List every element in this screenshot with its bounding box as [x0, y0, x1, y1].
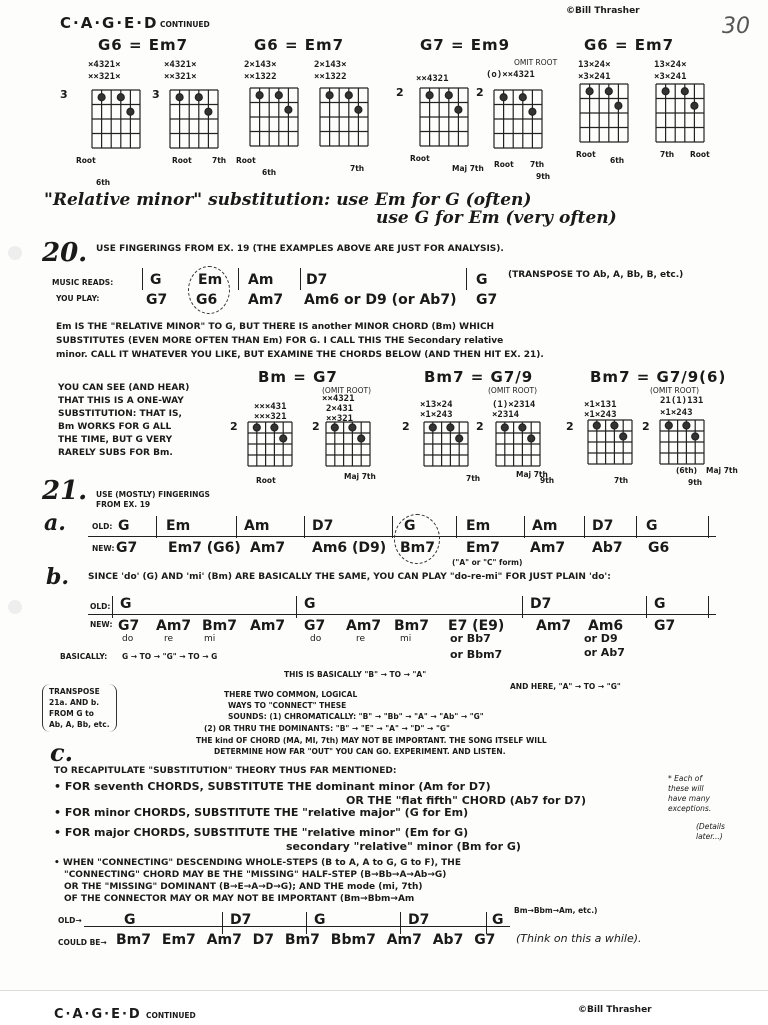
fingering: ×1×243 [420, 410, 453, 420]
barline [400, 912, 401, 934]
new-label: NEW: [90, 620, 113, 629]
footer-continued: CONTINUED [146, 1011, 196, 1020]
omit-root-note: (OMIT ROOT) [650, 386, 700, 395]
bm-chord-diagrams [0, 0, 768, 500]
finger-dot [692, 433, 699, 440]
finger-dot [331, 424, 338, 431]
finger-dot [665, 422, 672, 429]
chord-diagram [588, 420, 632, 464]
b-old-chord: G [654, 596, 666, 612]
interval-label: 7th [350, 164, 365, 173]
solfege: re [356, 634, 366, 644]
b-new-chord: Am6 [588, 618, 624, 634]
fingering: 13×24× [654, 60, 687, 70]
ex20-para-line1: Em IS THE "RELATIVE MINOR" TO G, BUT THERE IS another MINOR CHORD (Bm) WHICH [56, 322, 495, 332]
interval-label: Root [236, 156, 256, 165]
aside-note [668, 774, 711, 814]
chord-pair-3: G7 = Em9 [420, 36, 511, 54]
recap-text: OR THE "flat fifth" CHORD (Ab7 for D7) [346, 794, 587, 807]
b-new-chord: Bm7 [202, 618, 237, 634]
a-new-chord: Am7 [530, 540, 566, 556]
connect-line: (2) OR THRU THE DOMINANTS: "B" → "E" → "A" → "D" → "G" [204, 724, 450, 733]
interval-label: Root [256, 476, 276, 485]
old-label: OLD: [90, 602, 111, 611]
connect-line: AND HERE, "A" → TO → "G" [510, 682, 621, 691]
finger-dot [593, 422, 600, 429]
continued-label: CONTINUED [160, 20, 210, 29]
interval-label: Root [76, 156, 96, 165]
fingering: 21(1)131 [660, 396, 704, 406]
a-new-chord: Am7 [250, 540, 286, 556]
a-old-chord: G [118, 518, 130, 534]
solfege: mi [204, 634, 216, 644]
barline [522, 596, 523, 618]
details-line: later...) [696, 832, 723, 841]
fingering: ××321 [326, 414, 354, 424]
fret-marker: 2 [476, 420, 484, 433]
fingering: ×4321× [164, 60, 197, 70]
think-note: (Think on this a while). [516, 932, 642, 945]
old-label: OLD→ [58, 916, 82, 925]
finger-dot [519, 424, 526, 431]
play-chord: Am6 or D9 (or Ab7) [304, 292, 457, 308]
fret-marker: 2 [642, 420, 650, 433]
solfege: mi [400, 634, 412, 644]
fingering: ×××321 [254, 412, 287, 422]
could-be-label: COULD BE→ [58, 938, 107, 947]
highlight-circle [394, 514, 440, 564]
a-form-note: ("A" or "C" form) [452, 558, 523, 567]
chord-diagram [248, 422, 292, 466]
fingering: ×××431 [254, 402, 287, 412]
reads-chord: G [476, 272, 488, 288]
b-new-chord: Am7 [250, 618, 286, 634]
fingering: ×1×131 [584, 400, 617, 410]
staff-line [88, 614, 716, 615]
details-note [696, 822, 725, 842]
exercise-21-number: 21. [42, 476, 88, 506]
side-note-line: RARELY SUBS FOR Bm. [58, 448, 173, 458]
you-play-label: YOU PLAY: [56, 294, 100, 303]
next-page-strip [0, 990, 768, 1025]
old-label: OLD: [92, 522, 113, 531]
recap-bullet: • FOR seventh CHORDS, SUBSTITUTE THE dominant minor (Am for D7) [54, 780, 491, 793]
c-old-chord: D7 [408, 912, 430, 928]
reads-chord: Am [248, 272, 274, 288]
connect-line: SOUNDS: (1) CHROMATICALLY: "B" → "Bb" → "A" → "Ab" → "G" [228, 712, 484, 721]
ex20-para-line2: SUBSTITUTES (EVEN MORE OFTEN THAN Em) FOR G. I CALL THIS THE Secondary relative [56, 336, 504, 346]
b-new-chord: Am7 [536, 618, 572, 634]
barline [112, 596, 113, 618]
a-old-chord: Em [466, 518, 491, 534]
interval-label: 9th [536, 172, 551, 181]
chord-diagram [326, 422, 370, 466]
aside-line: these will [668, 784, 704, 793]
omit-root-note: (OMIT ROOT) [322, 386, 372, 395]
play-chord: G7 [146, 292, 168, 308]
punch-hole [8, 600, 22, 614]
interval-label: 7th [212, 156, 227, 165]
part-b-intro: SINCE 'do' (G) AND 'mi' (Bm) ARE BASICALLY THE SAME, YOU CAN PLAY "do-re-mi" FOR JUST PLAIN 'do': [88, 572, 611, 582]
interval-label: Root [690, 150, 710, 159]
interval-label: 7th [614, 476, 629, 485]
recap-text: Bm→Bbm→Am, etc.) [514, 906, 598, 915]
fret-marker: 2 [230, 420, 238, 433]
barline [296, 596, 297, 618]
side-note-line: THAT THIS IS A ONE-WAY [58, 396, 184, 406]
ex20-para-line3: minor. CALL IT WHATEVER YOU LIKE, BUT EXAMINE THE CHORDS BELOW (AND THEN HIT EX. 21). [56, 350, 544, 360]
barline [646, 596, 647, 618]
copyright: ©Bill Thrasher [566, 6, 640, 16]
interval-label: Root [576, 150, 596, 159]
recap-text: FOR seventh CHORDS, SUBSTITUTE THE dominant minor (Am for D7) [64, 780, 491, 793]
fingering: ××4321 [322, 394, 355, 404]
fret-marker: 2 [312, 420, 320, 433]
a-old-chord: Am [244, 518, 270, 534]
fingering: ××4321 [416, 74, 449, 84]
details-line: (Details [696, 822, 725, 831]
fingering: ××321× [164, 72, 197, 82]
fingering: ×3×241 [654, 72, 687, 82]
transpose-box [42, 684, 117, 732]
interval-label: 6th [610, 156, 625, 165]
solfege: re [164, 634, 174, 644]
a-old-chord: Am [532, 518, 558, 534]
finger-dot [620, 433, 627, 440]
recap-bullet: • WHEN "CONNECTING" DESCENDING WHOLE-STEPS (B to A, A to G, G to F), THE [54, 858, 461, 868]
fingering: ××1322 [314, 72, 347, 82]
alt-chord: or D9 [584, 632, 618, 645]
a-new-chord: Bm7 [400, 540, 435, 556]
a-old-chord: D7 [312, 518, 334, 534]
barline [156, 516, 157, 538]
fret-marker: 2 [396, 86, 404, 99]
side-note-line: Bm WORKS FOR G ALL [58, 422, 172, 432]
exercise-21-intro: FROM EX. 19 [96, 500, 151, 509]
fingering: ×2314 [492, 410, 520, 420]
transpose-line: 21a. AND b. [49, 698, 100, 707]
side-note-line: SUBSTITUTION: THAT IS, [58, 409, 182, 419]
basically-text: G → TO → "G" → TO → G [122, 652, 218, 661]
connect-line: THIS IS BASICALLY "B" → TO → "A" [284, 670, 427, 679]
b-new-chord: Am7 [346, 618, 382, 634]
recap-bullet: • FOR minor CHORDS, SUBSTITUTE THE "relative major" (G for Em) [54, 806, 469, 819]
recap-text: "CONNECTING" CHORD MAY BE THE "MISSING" HALF-STEP (B→Bb→A→Ab→G) [64, 870, 447, 880]
a-new-chord: Em7 (G6) [168, 540, 241, 556]
reads-chord: D7 [306, 272, 328, 288]
barline [456, 516, 457, 538]
b-new-chord: E7 (E9) [448, 618, 505, 634]
solfege: do [310, 634, 322, 644]
finger-dot [611, 422, 618, 429]
fingering: 13×24× [578, 60, 611, 70]
play-chord: G7 [476, 292, 498, 308]
recap-text: OR THE "MISSING" DOMINANT (B→E→A→D→G); AND THE mode (mi, 7th) [64, 882, 423, 892]
interval-label: 9th [688, 478, 703, 487]
fingering: ××321× [88, 72, 121, 82]
could-be-chords: Bm7 Em7 Am7 D7 Bm7 Bbm7 Am7 Ab7 G7 [116, 932, 496, 948]
fingering: ×1×243 [660, 408, 693, 418]
connect-line: DETERMINE HOW FAR "OUT" YOU CAN GO. EXPERIMENT. AND LISTEN. [214, 747, 506, 756]
a-new-chord: G6 [648, 540, 670, 556]
finger-dot [528, 435, 535, 442]
a-old-chord: Em [166, 518, 191, 534]
recap-text: FOR minor CHORDS, SUBSTITUTE THE "relative major" (G for Em) [64, 806, 469, 819]
barline [708, 596, 709, 618]
solfege: do [122, 634, 134, 644]
b-new-chord: G7 [304, 618, 326, 634]
bm-pair-1: Bm = G7 [258, 368, 338, 386]
recap-text: FOR major CHORDS, SUBSTITUTE THE "relative minor" (Em for G) [64, 826, 469, 839]
b-old-chord: G [120, 596, 132, 612]
transpose-line: Ab, A, Bb, etc. [49, 720, 110, 729]
chord-diagram [496, 422, 540, 466]
finger-dot [456, 435, 463, 442]
interval-label: 7th [530, 160, 545, 169]
aside-line: * Each of [668, 774, 702, 783]
omit-root-note: OMIT ROOT [514, 58, 558, 67]
interval-label: 7th [466, 474, 481, 483]
interval-label: Maj 7th [516, 470, 548, 479]
interval-label: 6th [262, 168, 277, 177]
finger-dot [271, 424, 278, 431]
a-new-chord: G7 [116, 540, 138, 556]
b-new-chord: G7 [118, 618, 140, 634]
reads-chord: Em [198, 272, 223, 288]
alt-chord: or Ab7 [584, 646, 625, 659]
aside-line: have many [668, 794, 710, 803]
a-new-chord: Em7 [466, 540, 500, 556]
part-a-label: a. [44, 510, 66, 536]
fret-marker: 3 [60, 88, 68, 101]
footer-title: C·A·G·E·D [54, 1007, 142, 1022]
recap-bullet: • FOR major CHORDS, SUBSTITUTE THE "relative minor" (Em for G) [54, 826, 469, 839]
fingering: ×3×241 [578, 72, 611, 82]
section-c-intro: TO RECAPITULATE "SUBSTITUTION" THEORY THUS FAR MENTIONED: [54, 766, 397, 776]
c-old-chord: G [314, 912, 326, 928]
finger-dot [429, 424, 436, 431]
fingering: 2×143× [244, 60, 277, 70]
connect-line: THE kind OF CHORD (MA, MI, 7th) MAY NOT BE IMPORTANT. THE SONG ITSELF WILL [196, 736, 547, 745]
side-note-line: YOU CAN SEE (AND HEAR) [58, 383, 190, 393]
barline [486, 912, 487, 934]
footer-copyright: ©Bill Thrasher [578, 1005, 652, 1015]
chord-pair-2: G6 = Em7 [254, 36, 345, 54]
omit-root-note: (OMIT ROOT) [488, 386, 538, 395]
a-old-chord: G [404, 518, 416, 534]
fingering: (1)×2314 [492, 400, 536, 410]
basically-label: BASICALLY: [60, 652, 108, 661]
finger-dot [280, 435, 287, 442]
bm-pair-2: Bm7 = G7/9 [424, 368, 534, 386]
b-old-chord: D7 [530, 596, 552, 612]
c-old-chord: G [124, 912, 136, 928]
chord-diagram [660, 420, 704, 464]
exercise-21-intro: USE (MOSTLY) FINGERINGS [96, 490, 210, 499]
a-old-chord: G [646, 518, 658, 534]
b-new-chord: Bm7 [394, 618, 429, 634]
part-b-label: b. [46, 564, 70, 590]
play-chord: Am7 [248, 292, 284, 308]
relative-minor-line2: use G for Em (very often) [376, 208, 617, 228]
barline [392, 516, 393, 538]
barline [304, 516, 305, 538]
finger-dot [447, 424, 454, 431]
a-old-chord: D7 [592, 518, 614, 534]
b-new-chord: G7 [654, 618, 676, 634]
transpose-line: TRANSPOSE [49, 687, 100, 696]
staff-line [84, 926, 510, 927]
interval-label: Maj 7th [344, 472, 376, 481]
fret-marker: 2 [566, 420, 574, 433]
page-number: 30 [722, 14, 750, 39]
finger-dot [358, 435, 365, 442]
exercise-20-number: 20. [42, 238, 88, 268]
new-label: NEW: [92, 544, 115, 553]
recap-text: WHEN "CONNECTING" DESCENDING WHOLE-STEPS (B to A, A to G, G to F), THE [62, 858, 461, 868]
aside-line: exceptions. [668, 804, 712, 813]
fret-marker: 2 [402, 420, 410, 433]
transpose-note: (TRANSPOSE TO Ab, A, Bb, B, etc.) [508, 270, 684, 280]
finger-dot [683, 422, 690, 429]
fret-marker: 2 [476, 86, 484, 99]
fret-marker: 3 [152, 88, 160, 101]
c-old-chord: G [492, 912, 504, 928]
connect-line: THERE TWO COMMON, LOGICAL [224, 690, 358, 699]
chord-diagram [424, 422, 468, 466]
interval-label: Root [494, 160, 514, 169]
punch-hole [8, 246, 22, 260]
interval-label: 6th [96, 178, 111, 187]
barline [636, 516, 637, 538]
interval-label: (6th) [676, 466, 697, 475]
b-new-chord: Am7 [156, 618, 192, 634]
a-new-chord: Ab7 [592, 540, 623, 556]
interval-label: Root [172, 156, 192, 165]
barline [222, 912, 223, 934]
fingering: ××1322 [244, 72, 277, 82]
sheet-title: C·A·G·E·D [60, 14, 159, 32]
interval-label: Maj 7th [452, 164, 484, 173]
interval-label: Root [410, 154, 430, 163]
c-old-chord: D7 [230, 912, 252, 928]
finger-dot [501, 424, 508, 431]
fingering: 2×143× [314, 60, 347, 70]
bm-pair-3: Bm7 = G7/9(6) [590, 368, 727, 386]
barline [584, 516, 585, 538]
section-c-label: c. [50, 738, 73, 767]
chord-pair-4: G6 = Em7 [584, 36, 675, 54]
chord-pair-1: G6 = Em7 [98, 36, 189, 54]
interval-label: Maj 7th [706, 466, 738, 475]
alt-chord: or Bb7 [450, 632, 491, 645]
exercise-20-intro: USE FINGERINGS FROM EX. 19 (THE EXAMPLES ABOVE ARE JUST FOR ANALYSIS). [96, 244, 504, 254]
play-chord: G6 [196, 292, 218, 308]
relative-minor-line1: "Relative minor" substitution: use Em for G (often) [44, 190, 532, 210]
recap-text: secondary "relative" minor (Bm for G) [286, 840, 521, 853]
alt-chord: or Bbm7 [450, 648, 503, 661]
interval-label: 7th [660, 150, 675, 159]
barline [306, 912, 307, 934]
interval-label: 9th [540, 476, 555, 485]
barline [708, 516, 709, 538]
recap-text: OF THE CONNECTOR MAY OR MAY NOT BE IMPORTANT (Bm→Bbm→Am [64, 894, 415, 904]
fingering: (o)××4321 [486, 70, 535, 80]
music-reads-label: MUSIC READS: [52, 278, 114, 287]
finger-dot [349, 424, 356, 431]
b-old-chord: G [304, 596, 316, 612]
connect-line: WAYS TO "CONNECT" THESE [228, 701, 347, 710]
side-note-line: THE TIME, BUT G VERY [58, 435, 173, 445]
fingering: ×1×243 [584, 410, 617, 420]
transpose-line: FROM G to [49, 709, 94, 718]
fingering: ×13×24 [420, 400, 453, 410]
fingering: 2×431 [326, 404, 354, 414]
a-new-chord: Am6 (D9) [312, 540, 387, 556]
barline [236, 516, 237, 538]
finger-dot [253, 424, 260, 431]
barline [524, 516, 525, 538]
fingering: ×4321× [88, 60, 121, 70]
reads-chord: G [150, 272, 162, 288]
